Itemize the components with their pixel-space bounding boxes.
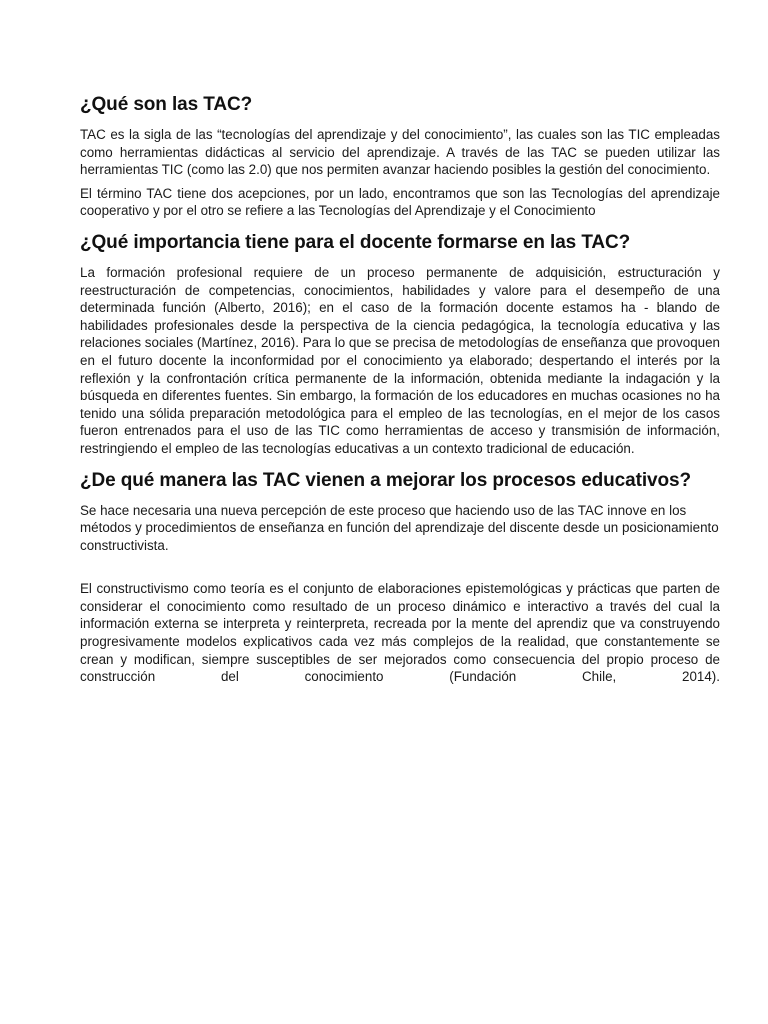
- paragraph-constructivismo: El constructivismo como teoría es el conjunto de elaboraciones epistemológicas y prácticas que parten de considerar el conocimiento como resultado de un proceso dinámico e interactivo a través del cual la información externa se interpreta y reinterpreta, recreada por la mente del aprendiz que va construyendo progresivamente modelos explicativos cada vez más complejos de la realidad, que constantemente se crean y modifican, siempre susceptibles de ser mejorados como consecuencia del propio proceso de construcción del conocimiento (Fundación Chile, 2014).: [80, 581, 720, 685]
- paragraph-formacion-profesional: La formación profesional requiere de un proceso permanente de adquisición, estructuración y reestructuración de competencias, conocimientos, habilidades y valore para el desempeño de una determinada función (Alberto, 2016); en el caso de la formación docente estamos ha - blando de habilidades profesionales desde la perspectiva de la ciencia pedagógica, la tecnología educativa y las relaciones sociales (Martínez, 2016). Para lo que se precisa de metodologías de enseñanza que provoquen en el futuro docente la inconformidad por el conocimiento ya elaborado; despertando el interés por la reflexión y la confrontación crítica permanente de la información, obtenida mediante la indagación y la búsqueda en diferentes fuentes. Sin embargo, la formación de los educadores en muchas ocasiones no ha tenido una sólida preparación metodológica para el empleo de las tecnologías, en el mejor de los casos fueron entrenados para el uso de las TIC como herramientas de acceso y transmisión de información, restringiendo el empleo de las tecnologías educativas a un contexto tradicional de educación.: [80, 264, 720, 456]
- section-heading-que-son-tac: ¿Qué son las TAC?: [80, 94, 253, 115]
- paragraph-tac-definition: TAC es la sigla de las “tecnologías del aprendizaje y del conocimiento”, las cuales son las TIC empleadas como herramientas didácticas al servicio del aprendizaje. A través de las TAC se pueden utilizar las herramientas TIC (como las 2.0) que nos permiten avanzar haciendo posibles la gestión del conocimiento.: [80, 127, 720, 178]
- section-heading-mejorar-procesos: ¿De qué manera las TAC vienen a mejorar los procesos educativos?: [80, 469, 691, 491]
- section-heading-importancia-docente: ¿Qué importancia tiene para el docente formarse en las TAC?: [80, 231, 631, 253]
- paragraph-nueva-percepcion: Se hace necesaria una nueva percepción de este proceso que haciendo uso de las TAC innove en los métodos y procedimientos de enseñanza en función del aprendizaje del discente desde un posicionamiento constructivista.: [80, 502, 719, 553]
- paragraph-tac-acepciones: El término TAC tiene dos acepciones, por un lado, encontramos que son las Tecnologías del aprendizaje cooperativo y por el otro se refiere a las Tecnologías del Aprendizaje y el Conocimiento: [80, 185, 720, 219]
- document-page: [80, 92, 720, 692]
